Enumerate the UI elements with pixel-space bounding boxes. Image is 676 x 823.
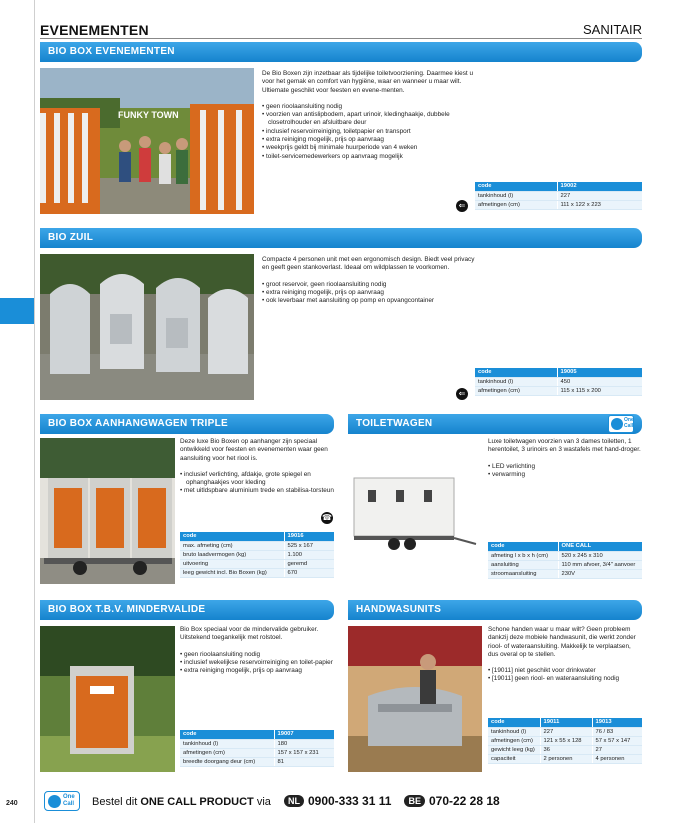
bio-box-features [262,103,477,161]
table-header-cell: 19011 [540,718,592,727]
bio-box-intro: De Bio Boxen zijn inzetbaar als tijdelijke toiletvoorziening. Daarmee kiest u voor het gemak en comfort van hygiëne, waar en wanneer u maar wilt. Ultiemate geschikt voor feesten en evene-menten. [262,70,473,94]
table-header-row [488,542,642,551]
table-cell: 157 x 157 x 231 [274,748,334,757]
toiletwagen-spec-table [488,542,642,579]
one-call-logo-icon [48,795,61,808]
table-row [180,559,334,568]
product-bar-handwasunits: HANDWASUNITS [348,600,642,620]
feature-item: • geen rioolaansluiting nodig [180,651,334,659]
feature-item: • inclusief verlichting, afdakje, grote spiegel en ophanghaakjes voor kleding [180,471,334,488]
table-cell: breedte doorgang deur (cm) [180,757,274,766]
nl-badge: NL [284,795,304,807]
handwasunits-features [488,667,642,684]
delivery-icon: ⇐ [456,200,468,212]
feature-item: • verwarming [488,471,642,479]
table-header-cell: ONE CALL [558,542,642,551]
table-cell: max. afmeting (cm) [180,541,284,550]
table-header-row [488,718,642,727]
table-cell: 81 [274,757,334,766]
feature-item: • extra reiniging mogelijk, prijs op aanvraag [262,136,477,144]
handwasunits-description [488,626,642,684]
table-row [475,377,642,386]
table-cell: geremd [284,559,334,568]
one-call-line2: Call [624,423,634,429]
feature-item: • inclusief wekelijkse reservoirreiniging en toilet-papier [180,659,334,667]
bio-zuil-features [262,281,477,306]
aanhangwagen-features [180,471,334,496]
table-cell: tankinhoud (l) [475,191,557,200]
table-cell: 180 [274,739,334,748]
table-header-cell: 19013 [592,718,642,727]
table-row [488,560,642,569]
feature-item: • extra reiniging mogelijk, prijs op aanvraag [262,289,477,297]
aanhangwagen-intro: Deze luxe Bio Boxen op aanhanger zijn speciaal ontwikkeld voor feesten en evenementen waar geen aansluiting voor het riool is. [180,438,328,462]
handwasunits-photo [348,626,482,772]
one-call-logo [44,791,80,811]
table-row [180,748,334,757]
one-call-line1: One [624,417,634,423]
table-row [488,569,642,578]
table-row [488,745,642,754]
table-cell: afmetingen (cm) [475,386,557,395]
feature-item: • groot reservoir, geen rioolaansluiting nodig [262,281,477,289]
table-cell: 57 x 57 x 147 [592,736,642,745]
feature-item: • toilet-servicemedewerkers op aanvraag mogelijk [262,153,477,161]
table-header-cell: code [180,532,284,541]
aanhangwagen-description [180,438,334,496]
mindervalide-description [180,626,334,675]
page-title: EVENEMENTEN [40,22,149,38]
table-cell: 450 [557,377,642,386]
table-cell: 111 x 122 x 223 [557,200,642,209]
table-cell: 2 personen [540,754,592,763]
product-bar-mindervalide: BIO BOX T.B.V. MINDERVALIDE [40,600,334,620]
phone-icon: ☎ [322,513,332,522]
table-cell: tankinhoud (l) [488,727,540,736]
table-header-cell: code [488,718,540,727]
be-badge: BE [404,795,425,807]
table-row [488,736,642,745]
table-row [180,757,334,766]
table-cell: 36 [540,745,592,754]
bio-box-photo [40,68,254,214]
table-cell: 520 x 245 x 310 [558,551,642,560]
table-row [488,754,642,763]
toiletwagen-photo [348,438,482,568]
page-number: 240 [6,800,18,807]
product-bar-toiletwagen: TOILETWAGEN [348,414,642,434]
table-row [180,541,334,550]
feature-item: • LED verlichting [488,463,642,471]
table-cell: tankinhoud (l) [475,377,557,386]
handwasunits-intro: Schone handen waar u maar wilt? Geen probleem dankzij deze mobiele handwasunit, die werkt zonder riool- of wateraansluiting. Makkelijk te verplaatsen, dus overal op te stellen. [488,626,636,658]
table-cell: afmetingen (cm) [488,736,540,745]
table-cell: afmetingen (cm) [475,200,557,209]
table-row [475,200,642,209]
table-cell: 230V [558,569,642,578]
mindervalide-spec-table [180,730,334,767]
toiletwagen-features [488,463,642,480]
table-cell: 525 x 167 [284,541,334,550]
order-line [92,794,500,808]
table-header-cell: code [475,182,557,191]
table-cell: 1.100 [284,550,334,559]
table-row [475,191,642,200]
table-cell: uitvoering [180,559,284,568]
bio-box-description [262,70,477,161]
one-call-logo-line2: Call [63,801,75,807]
table-header-cell: code [488,542,558,551]
table-row [180,739,334,748]
table-cell: gewicht leeg (kg) [488,745,540,754]
table-cell: stroomaansluiting [488,569,558,578]
section-tab [0,298,34,324]
table-row [180,550,334,559]
one-call-icon [611,418,623,430]
feature-item: • extra reiniging mogelijk, prijs op aanvraag [180,667,334,675]
nl-phone[interactable]: 0900-333 31 11 [307,794,392,808]
toiletwagen-intro: Luxe toiletwagen voorzien van 3 dames toiletten, 1 herentoilet, 3 urinoirs en 3 wastafels met hand-droger. [488,438,641,454]
table-cell: 121 x 55 x 128 [540,736,592,745]
table-cell: afmetingen (cm) [180,748,274,757]
mindervalide-photo [40,626,175,772]
table-cell: tankinhoud (l) [180,739,274,748]
table-cell: 115 x 115 x 200 [557,386,642,395]
table-cell: capaciteit [488,754,540,763]
one-call-badge [608,415,634,433]
table-header-cell: 19007 [274,730,334,739]
product-bar-bio-zuil: BIO ZUIL [40,228,642,248]
photo-sign-text: FUNKY TOWN [118,110,179,120]
bio-zuil-photo [40,254,254,400]
order-via: via [256,796,271,808]
table-cell: 670 [284,568,334,577]
feature-item: • [19011] geen riool- en wateraansluiting nodig [488,675,642,683]
table-header-cell: code [180,730,274,739]
table-header-cell: 19002 [557,182,642,191]
table-cell: 110 mm afvoer, 3/4" aanvoer [558,560,642,569]
feature-item: • voorzien van antislipbodem, apart urinoir, kledinghaakje, dubbele closetrolhouder en afsluitbare deur [262,111,477,128]
margin-rule [34,0,35,823]
table-cell: aansluiting [488,560,558,569]
bio-box-spec-table [475,182,642,210]
table-cell: afmeting l x b x h (cm) [488,551,558,560]
table-header-row [475,368,642,377]
table-row [488,727,642,736]
order-prefix: Bestel dit [92,796,138,808]
feature-item: • inclusief reservoirreiniging, toiletpapier en transport [262,128,477,136]
section-label: SANITAIR [583,22,642,37]
table-cell: 27 [592,745,642,754]
mindervalide-intro: Bio Box speciaal voor de mindervalide gebruiker. Uitstekend toegankelijk met rolstoel. [180,626,319,642]
table-cell: 76 / 83 [592,727,642,736]
feature-item: • met uitldspbare aluminium trede en stabilisa-torsteun [180,487,334,495]
product-bar-bio-box: BIO BOX EVENEMENTEN [40,42,642,62]
aanhangwagen-spec-table [180,532,334,578]
table-row [488,551,642,560]
feature-item: • [19011] niet geschikt voor drinkwater [488,667,642,675]
delivery-icon: ⇐ [456,388,468,400]
table-row [180,568,334,577]
table-cell: 227 [557,191,642,200]
bio-zuil-spec-table [475,368,642,396]
handwasunits-spec-table [488,718,642,764]
table-row [475,386,642,395]
table-cell: bruto laadvermogen (kg) [180,550,284,559]
be-phone[interactable]: 070-22 28 18 [428,794,500,808]
aanhangwagen-photo [40,438,175,584]
feature-item: • ook leverbaar met aansluiting op pomp en opvangcontainer [262,297,477,305]
table-cell: 227 [540,727,592,736]
feature-item: • weekprijs geldt bij minimale huurperiode van 4 weken [262,144,477,152]
table-header-cell: 19005 [557,368,642,377]
table-cell: leeg gewicht incl. Bio Boxen (kg) [180,568,284,577]
bio-zuil-intro: Compacte 4 personen unit met een ergonomisch design. Biedt veel privacy en geeft geen stankoverlast. Ideaal om wildplassen te voorkomen. [262,256,475,272]
table-cell: 4 personen [592,754,642,763]
table-header-row [475,182,642,191]
toiletwagen-description [488,438,642,479]
one-call-logo-line1: One [63,794,75,800]
feature-item: • geen rioolaansluiting nodig [262,103,477,111]
table-header-row [180,532,334,541]
table-header-cell: 19016 [284,532,334,541]
table-header-row [180,730,334,739]
header-divider [40,38,642,39]
table-header-cell: code [475,368,557,377]
bio-zuil-description [262,256,477,305]
mindervalide-features [180,651,334,676]
order-product: ONE CALL PRODUCT [140,796,254,808]
product-bar-aanhangwagen: BIO BOX AANHANGWAGEN TRIPLE [40,414,334,434]
